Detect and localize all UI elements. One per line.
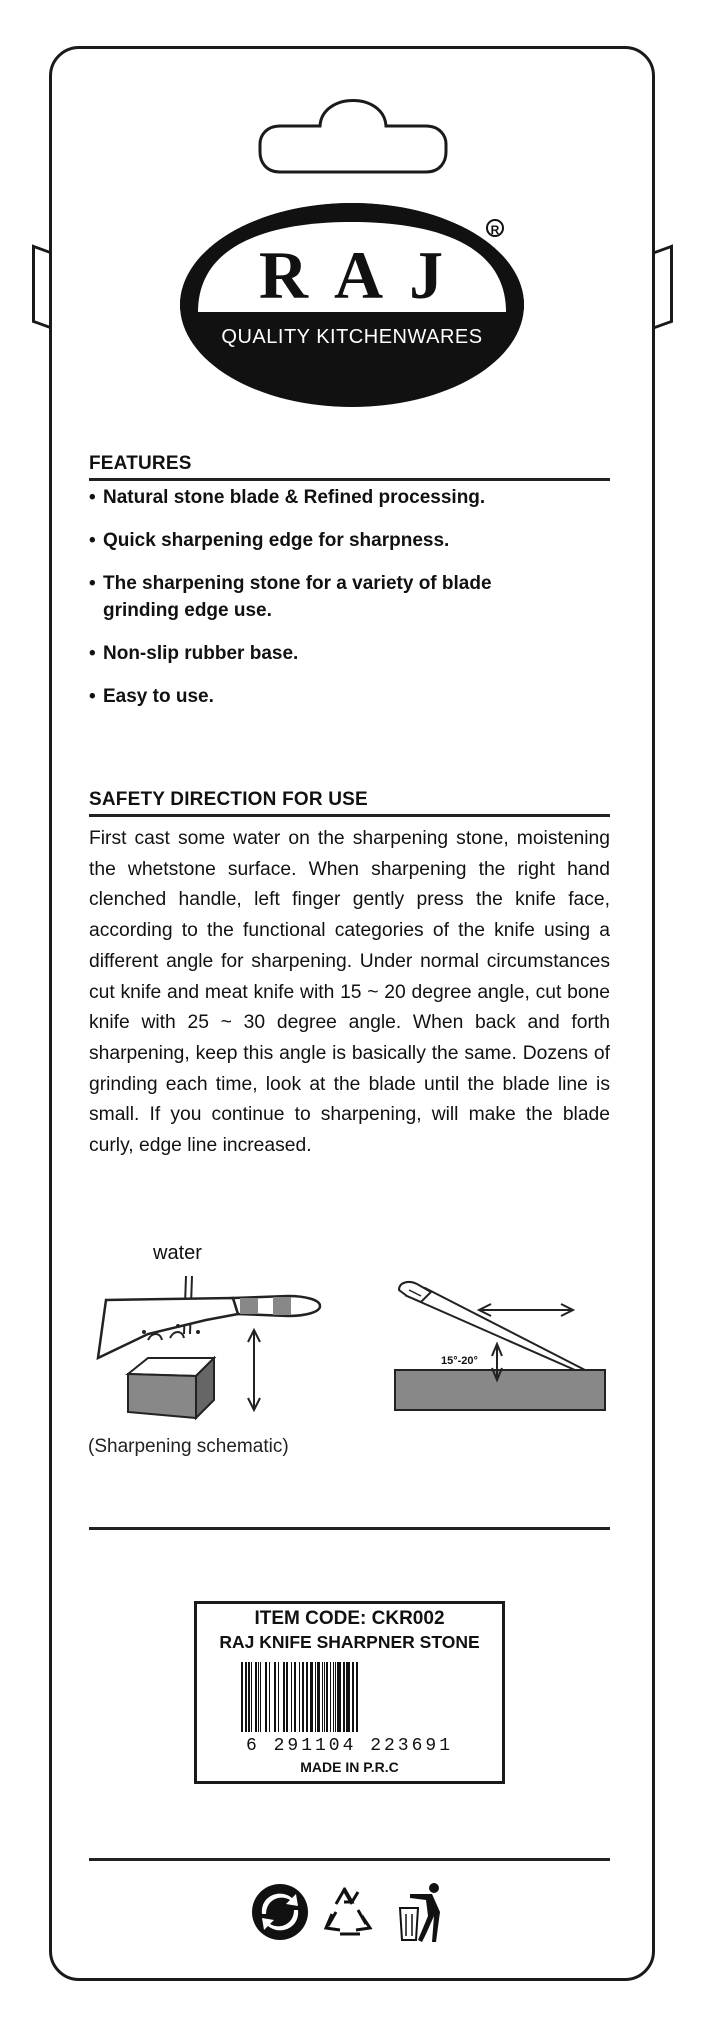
barcode-bar [255,1662,257,1732]
barcode-bar [346,1662,350,1732]
item-name: RAJ KNIFE SHARPNER STONE [219,1632,480,1652]
made-in-label: MADE IN P.R.C [300,1759,399,1775]
barcode-bar [260,1662,261,1732]
feature-item: • Non-slip rubber base. [89,640,610,667]
barcode-bar [306,1662,308,1732]
barcode-bar [294,1662,296,1732]
footer-rule [89,1858,610,1861]
barcode-bar [286,1662,288,1732]
barcode-bar [269,1662,270,1732]
item-code: ITEM CODE: CKR002 [254,1608,445,1629]
safety-paragraph: First cast some water on the sharpening stone, moistening the whetstone surface. When sharpening the right hand clenched handle, left finger gently press the knife face, according to the functional categories of the knife using a different angle for sharpening. Under normal circumstances cut knife and meat knife with 15 ~ 20 degree angle, cut bone knife with 25 ~ 30 degree angle. When back and forth sharpening, keep this angle is basically the same. Dozens of grinding each time, look at the blade until the blade line is small. If you continue to sharpening, will make the blade curly, edge line increased. [89,828,610,1157]
barcode-bar [274,1662,276,1732]
barcode-bar [315,1662,316,1732]
brand-name: RAJ [258,237,470,313]
barcode-bar [302,1662,304,1732]
barcode-bar [258,1662,259,1732]
angle-label: 15°-20° [441,1355,478,1367]
barcode-bar [251,1662,252,1732]
safety-title: SAFETY DIRECTION FOR USE [89,789,368,810]
schematic-caption: (Sharpening schematic) [88,1436,289,1457]
brand-tagline: QUALITY KITCHENWARES [221,326,483,348]
barcode-bar [337,1662,341,1732]
barcode-bar [245,1662,247,1732]
feature-item: • The sharpening stone for a variety of blade grinding edge use. [89,570,610,624]
barcode-number: 6 291104 223691 [245,1736,454,1756]
barcode-bar [299,1662,300,1732]
barcode-bar [326,1662,328,1732]
recycle-circle-icon [252,1884,308,1940]
recycle-arrows-icon [326,1888,370,1934]
barcode-bar [278,1662,279,1732]
tidyman-bin-icon [400,1883,440,1942]
feature-item: • Quick sharpening edge for sharpness. [89,527,610,554]
barcode-bar [317,1662,320,1732]
barcode-bar [283,1662,285,1732]
product-label-box [194,1601,505,1784]
features-rule [89,478,610,481]
barcode-bar [352,1662,354,1732]
barcode-bar [330,1662,331,1732]
feature-item: • Easy to use. [89,683,610,710]
barcode-bar [322,1662,323,1732]
barcode-bar [343,1662,345,1732]
footer-icons [250,1880,460,1944]
feature-item: • Natural stone blade & Refined processing. [89,484,610,511]
right-side-tab [653,244,673,329]
barcode-bar [265,1662,267,1732]
barcode-bar [310,1662,313,1732]
barcode-bar [291,1662,292,1732]
water-label: water [153,1242,202,1264]
features-list [89,484,610,726]
schematic-rule [89,1527,610,1530]
safety-rule [89,814,610,817]
barcode-bar [335,1662,336,1732]
brand-logo [178,200,526,410]
barcode-bar [248,1662,250,1732]
knife-on-stone-illustration-icon [88,1262,328,1432]
barcode-bar [324,1662,325,1732]
sharpening-angle-illustration-icon [385,1262,615,1422]
barcode-bar [241,1662,243,1732]
barcode-bar [356,1662,358,1732]
hang-hole-icon [250,86,456,180]
features-title: FEATURES [89,453,192,474]
barcode-bar [333,1662,334,1732]
registered-mark: R [486,219,504,237]
